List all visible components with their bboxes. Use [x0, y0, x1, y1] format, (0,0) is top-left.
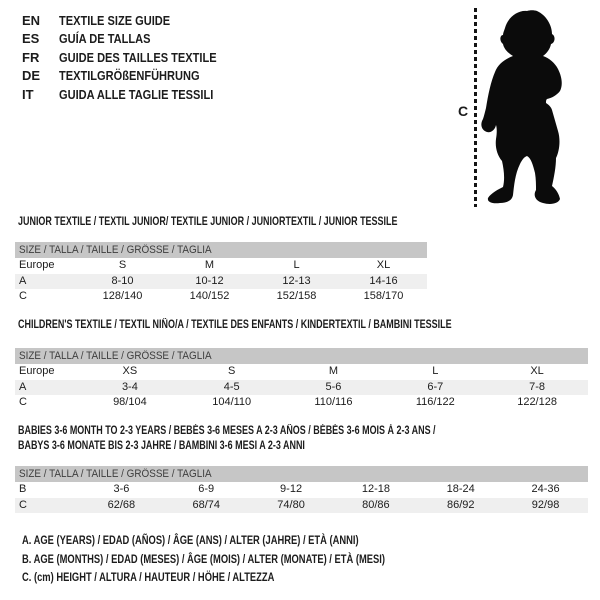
- table-title-line1: BABIES 3-6 MONTH TO 2-3 YEARS / BEBÉS 3-6 MESES A 2-3 AÑOS / BÉBÉS 3-6 MOIS À 2-3 ANS /: [18, 425, 436, 437]
- size-cell: 152/158: [276, 290, 317, 302]
- footnote-c-text: C. (cm) HEIGHT / ALTURA / HAUTEUR / HÖHE / ALTEZZA: [22, 570, 275, 584]
- row-label: C: [19, 498, 27, 511]
- table-row: [15, 364, 588, 380]
- size-cell: 6-9: [198, 483, 215, 495]
- row-label: A: [19, 274, 27, 287]
- babies-textile-table: [15, 424, 588, 513]
- height-measure-label: C: [458, 103, 469, 119]
- language-label: GUIDE DES TAILLES TEXTILE: [59, 49, 217, 65]
- size-cell: 24-36: [531, 483, 560, 495]
- size-cell: 92/98: [531, 498, 560, 511]
- language-label: TEXTILGRÖßENFÜHRUNG: [59, 68, 200, 84]
- size-cell: 68/74: [192, 498, 220, 511]
- language-code: FR: [22, 49, 40, 65]
- size-cell: S: [118, 259, 127, 271]
- size-cell: 3-6: [113, 483, 130, 495]
- junior-textile-table: [15, 215, 427, 305]
- table-title-line2: BABYS 3-6 MONATE BIS 2-3 JAHRE / BAMBINI 3-6 MESI A 2-3 ANNI: [18, 440, 305, 452]
- size-cell: XS: [122, 365, 138, 377]
- size-cell: 7-8: [529, 380, 546, 393]
- height-dashed-line: [474, 8, 477, 207]
- size-cell: 98/104: [113, 396, 147, 408]
- size-cell: 128/140: [102, 290, 143, 302]
- footnote-b: [22, 552, 487, 571]
- language-row: [22, 67, 244, 86]
- language-code: IT: [22, 86, 34, 102]
- size-cell: 74/80: [277, 498, 305, 511]
- size-cell: 80/86: [362, 498, 390, 511]
- language-label: GUÍA DE TALLAS: [59, 31, 151, 47]
- size-cell: 5-6: [325, 380, 342, 393]
- table-title-text: CHILDREN'S TEXTILE / TEXTIL NIÑO/A / TEXTILE DES ENFANTS / KINDERTEXTIL / BAMBINI TESSILE: [18, 319, 452, 331]
- size-cell: 12-13: [282, 274, 311, 287]
- size-cell: 4-5: [223, 380, 240, 393]
- size-cell: XL: [376, 259, 391, 271]
- size-cell: 6-7: [427, 380, 444, 393]
- language-code: ES: [22, 31, 40, 47]
- footnote-a-text: A. AGE (YEARS) / EDAD (AÑOS) / ÂGE (ANS) / ALTER (JAHRE) / ETÀ (ANNI): [22, 533, 359, 547]
- table-row: [15, 258, 427, 274]
- footnotes: [22, 533, 487, 589]
- size-header-bar: [15, 242, 427, 258]
- table-title-text: JUNIOR TEXTILE / TEXTIL JUNIOR/ TEXTILE JUNIOR / JUNIORTEXTIL / JUNIOR TESSILE: [18, 216, 398, 228]
- size-cell: 104/110: [212, 396, 252, 408]
- language-row: [22, 48, 244, 67]
- size-cell: 8-10: [111, 274, 134, 287]
- row-label: Europe: [19, 365, 55, 377]
- size-cell: XL: [530, 365, 544, 377]
- language-code: EN: [22, 12, 41, 28]
- size-cell: 18-24: [446, 483, 475, 495]
- size-cell: M: [204, 259, 215, 271]
- size-cell: L: [432, 365, 439, 377]
- table-title: [15, 215, 427, 230]
- table-row: [15, 289, 427, 305]
- size-cell: 122/128: [517, 396, 557, 408]
- table-row: [15, 498, 588, 514]
- baby-silhouette-icon: [478, 8, 590, 208]
- table-row: [15, 482, 588, 498]
- size-header-bar: [15, 466, 588, 482]
- table-title: [15, 424, 588, 454]
- language-row: [22, 11, 244, 30]
- size-cell: 86/92: [446, 498, 475, 511]
- language-label: TEXTILE SIZE GUIDE: [59, 12, 171, 28]
- size-cell: 116/122: [415, 396, 455, 408]
- size-cell: 12-18: [361, 483, 390, 495]
- size-cell: 14-16: [369, 274, 398, 287]
- size-cell: L: [293, 259, 300, 271]
- footnote-b-text: B. AGE (MONTHS) / EDAD (MESES) / ÂGE (MOIS) / ALTER (MONATE) / ETÀ (MESI): [22, 551, 385, 566]
- size-cell: S: [228, 365, 236, 377]
- children-textile-table: [15, 318, 588, 411]
- language-label: GUIDA ALLE TAGLIE TESSILI: [59, 86, 214, 102]
- table-row: [15, 395, 588, 411]
- footnote-a: [22, 533, 487, 552]
- size-header-text: SIZE / TALLA / TAILLE / GRÖSSE / TAGLIA: [19, 468, 212, 480]
- size-cell: 140/152: [189, 290, 230, 302]
- language-code: DE: [22, 68, 41, 84]
- size-cell: M: [328, 365, 339, 377]
- table-row: [15, 274, 427, 290]
- row-label: C: [19, 290, 27, 302]
- table-rows: [15, 364, 588, 411]
- size-header-text: SIZE / TALLA / TAILLE / GRÖSSE / TAGLIA: [19, 350, 212, 362]
- size-cell: 158/170: [363, 290, 404, 302]
- language-row: [22, 85, 244, 104]
- row-label: B: [19, 483, 27, 495]
- language-list: [22, 11, 244, 104]
- language-row: [22, 30, 244, 49]
- size-cell: 110/116: [314, 396, 353, 408]
- footnote-c: [22, 570, 487, 589]
- row-label: Europe: [19, 259, 55, 271]
- size-header-text: SIZE / TALLA / TAILLE / GRÖSSE / TAGLIA: [19, 244, 212, 256]
- size-cell: 3-4: [121, 380, 138, 393]
- row-label: C: [19, 396, 27, 408]
- row-label: A: [19, 380, 27, 393]
- table-title: [15, 318, 588, 333]
- size-cell: 9-12: [280, 483, 303, 495]
- size-header-bar: [15, 348, 588, 364]
- table-rows: [15, 482, 588, 513]
- table-row: [15, 380, 588, 396]
- size-cell: 62/68: [107, 498, 136, 511]
- table-rows: [15, 258, 427, 305]
- size-cell: 10-12: [195, 274, 224, 287]
